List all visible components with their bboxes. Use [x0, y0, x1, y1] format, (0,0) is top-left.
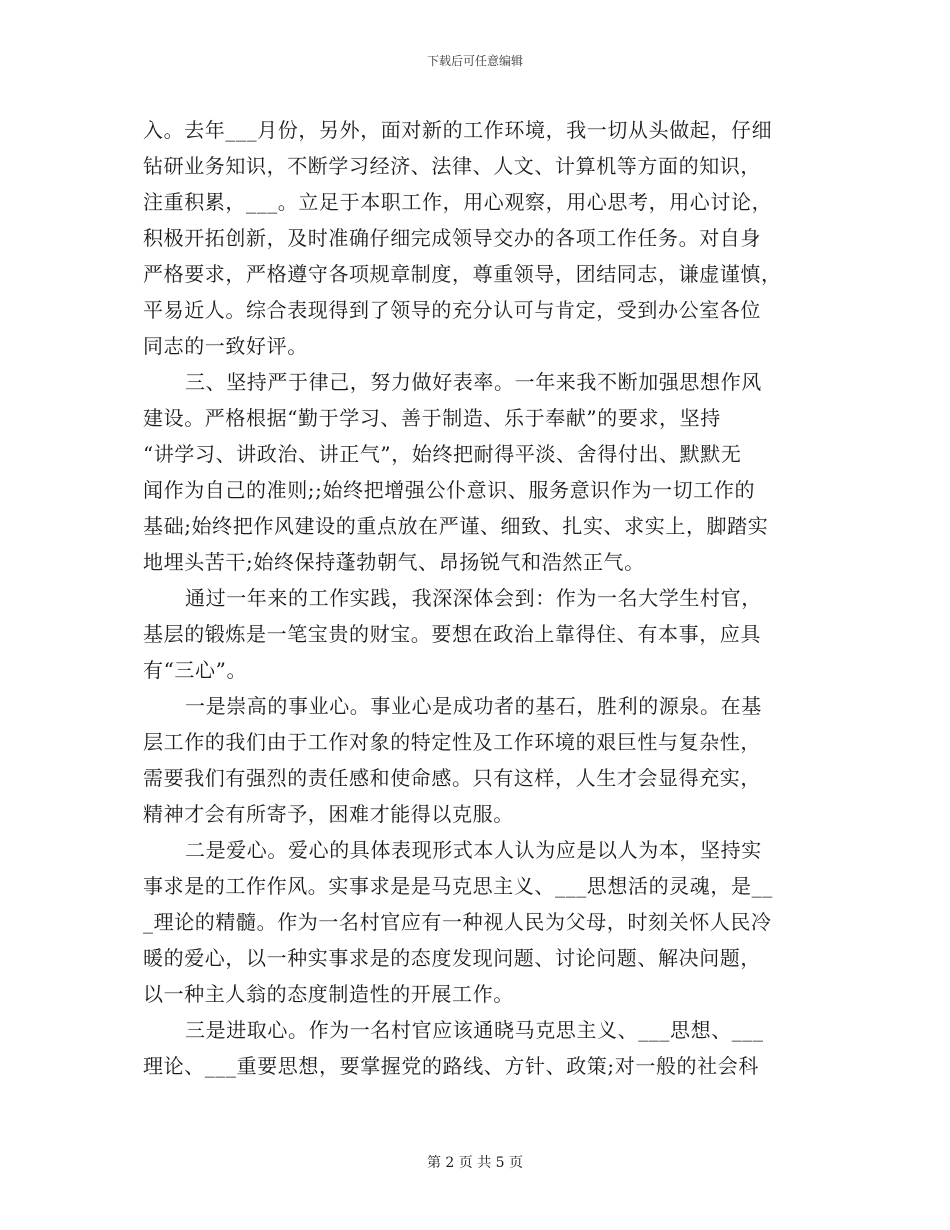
- text-line: 闻作为自己的准则;;始终把增强公仆意识、服务意识作为一切工作的: [143, 478, 756, 502]
- text-line: 理论、___重要思想，要掌握党的路线、方针、政策;对一般的社会科: [143, 1054, 759, 1078]
- page-number-footer: 第 2 页 共 5 页: [426, 1155, 524, 1171]
- text-line: 事求是的工作作风。实事求是是马克思主义、___思想活的灵魂，是__: [143, 874, 773, 898]
- text-line: 积极开拓创新，及时准确仔细完成领导交办的各项工作任务。对自身: [143, 226, 761, 250]
- paragraph-start-line: 二是爱心。爱心的具体表现形式本人认为应是以人为本，坚持实: [185, 838, 762, 862]
- paragraph-start-line: 三是进取心。作为一名村官应该通晓马克思主义、___思想、___: [185, 1018, 764, 1042]
- text-line: 建设。严格根据“勤于学习、善于制造、乐于奉献”的要求，坚持: [143, 406, 721, 430]
- text-line: 层工作的我们由于工作对象的特定性及工作环境的艰巨性与复杂性，: [143, 730, 761, 754]
- text-line: 需要我们有强烈的责任感和使命感。只有这样，人生才会显得充实，: [143, 766, 761, 790]
- text-line: 基层的锻炼是一笔宝贵的财宝。要想在政治上靠得住、有本事，应具: [143, 622, 761, 646]
- text-line: 精神才会有所寄予，困难才能得以克服。: [143, 802, 514, 826]
- paragraph-start-line: 三、坚持严于律己，努力做好表率。一年来我不断加强思想作风: [185, 370, 762, 394]
- text-line: 注重积累，___。立足于本职工作，用心观察，用心思考，用心讨论，: [143, 190, 773, 214]
- document-body: [143, 112, 811, 1084]
- paragraph-start-line: 通过一年来的工作实践，我深深体会到：作为一名大学生村官，: [185, 586, 762, 610]
- text-line: _理论的精髓。作为一名村官应有一种视人民为父母，时刻关怀人民冷: [143, 910, 772, 934]
- text-line: 以一种主人翁的态度制造性的开展工作。: [143, 982, 514, 1006]
- text-line: “讲学习、讲政治、讲正气”，始终把耐得平淡、舍得付出、默默无: [143, 442, 742, 466]
- text-line: 平易近人。综合表现得到了领导的充分认可与肯定，受到办公室各位: [143, 298, 761, 322]
- page-header-note: 下载后可任意编辑: [426, 54, 523, 68]
- text-line: 基础;始终把作风建设的重点放在严谨、细致、扎实、求实上，脚踏实: [143, 514, 769, 538]
- text-line: 地埋头苦干;始终保持蓬勃朝气、昂扬锐气和浩然正气。: [143, 550, 645, 574]
- text-line: 有“三心”。: [143, 658, 248, 682]
- text-line: 入。去年___月份，另外，面对新的工作环境，我一切从头做起，仔细: [143, 118, 773, 142]
- text-line: 同志的一致好评。: [143, 334, 308, 358]
- paragraph-start-line: 一是崇高的事业心。事业心是成功者的基石，胜利的源泉。在基: [185, 694, 762, 718]
- text-line: 暖的爱心，以一种实事求是的态度发现问题、讨论问题、解决问题，: [143, 946, 761, 970]
- text-line: 钻研业务知识，不断学习经济、法律、人文、计算机等方面的知识，: [143, 154, 761, 178]
- text-line: 严格要求，严格遵守各项规章制度，尊重领导，团结同志，谦虚谨慎，: [143, 262, 782, 286]
